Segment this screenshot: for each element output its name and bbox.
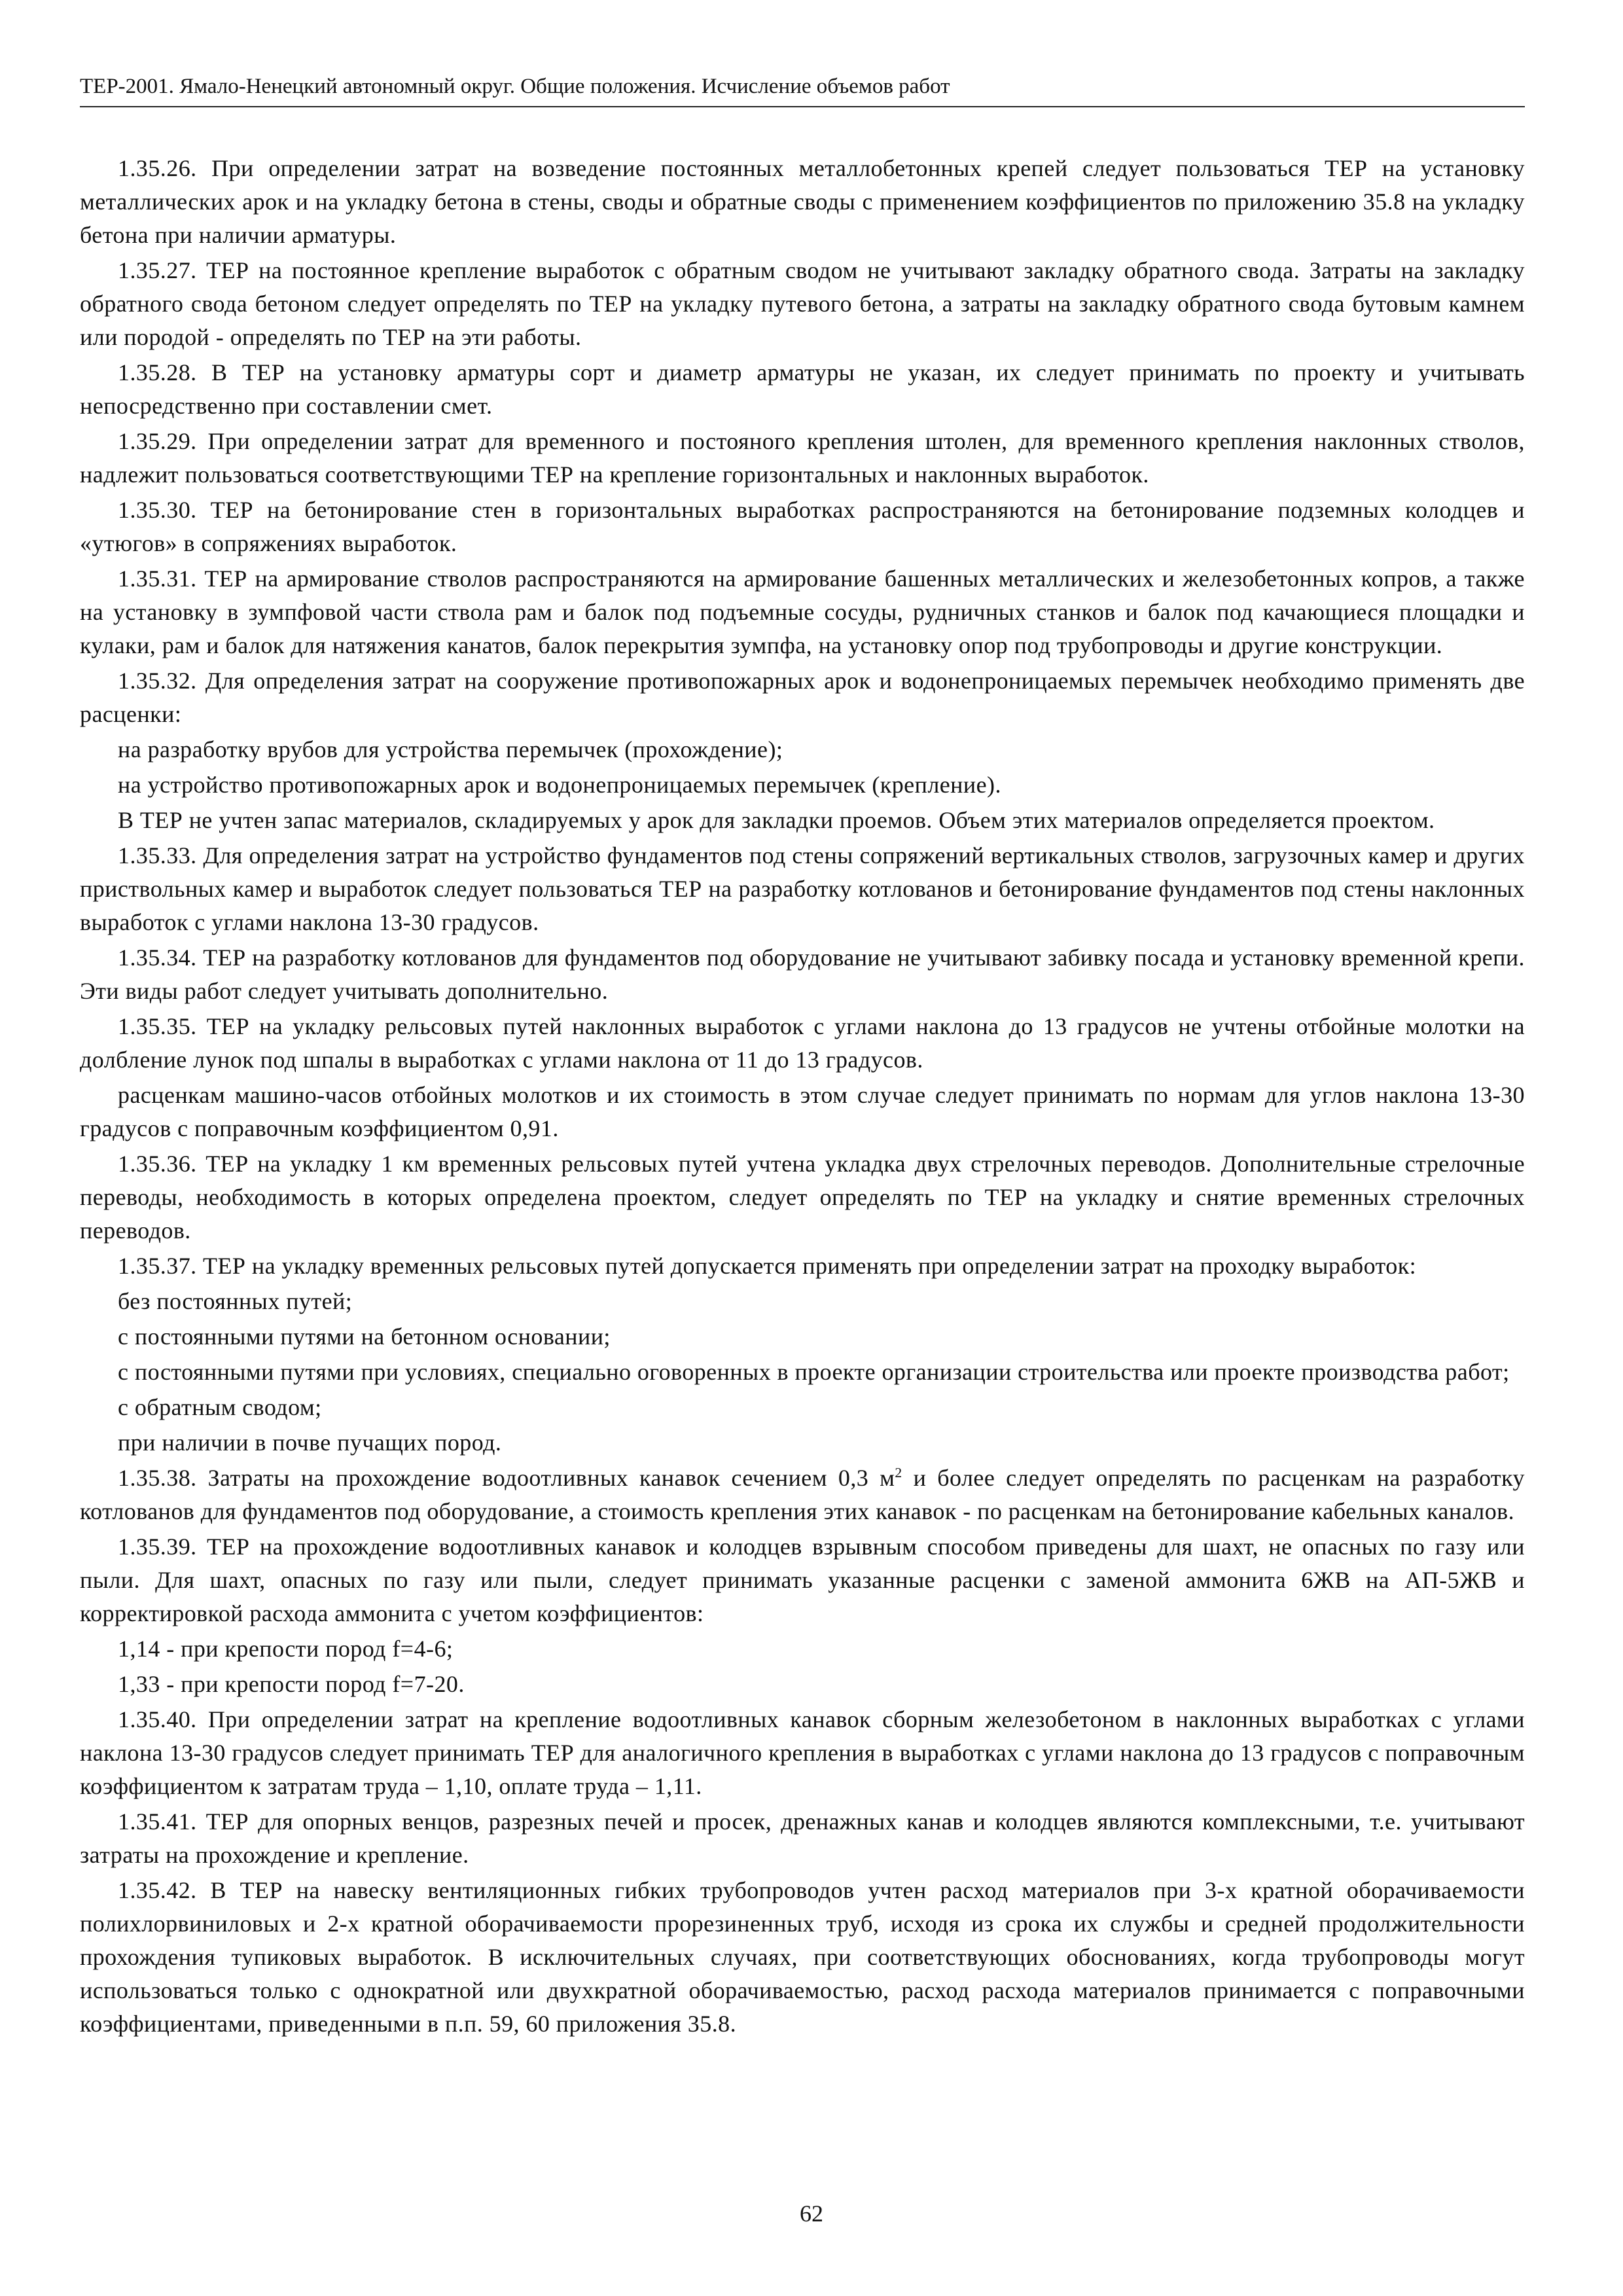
list-item: без постоянных путей; <box>118 1288 353 1314</box>
superscript: 2 <box>895 1465 902 1480</box>
paragraph-1-35-31: 1.35.31. ТЕР на армирование стволов распространяются на армирование башенных металлических и железобетонных копров, а также на установку в зумпфовой части ствола рам и балок под подъемные сосуды, рудничных станков и балок под качающиеся площадки и кулаки, рам и балок для натяжения канатов, балок перекрытия зумпфа, на установку опор под трубопроводы и другие конструкции. <box>80 565 1525 658</box>
page-number: 62 <box>800 2200 823 2227</box>
paragraph-1-35-36: 1.35.36. ТЕР на укладку 1 км временных рельсовых путей учтена укладка двух стрелочных переводов. Дополнительные стрелочные переводы, необходимость в которых определена проектом, следует определять по ТЕР на укладку и снятие временных стрелочных переводов. <box>80 1151 1525 1244</box>
list-item: 1,14 - при крепости пород f=4-6; <box>118 1636 454 1662</box>
paragraph-text: и более следует определять по расценкам на разработку котлованов для фундаментов под оборудование, а стоимость крепления этих канавок - по расценкам на бетонирование кабельных каналов. <box>80 1465 1525 1524</box>
paragraph-materials-note: В ТЕР не учтен запас материалов, складируемых у арок для закладки проемов. Объем этих материалов определяется проектом. <box>118 807 1435 833</box>
paragraph-1-35-28: 1.35.28. В ТЕР на установку арматуры сорт и диаметр арматуры не указан, их следует принимать по проекту и учитывать непосредственно при составлении смет. <box>80 359 1525 419</box>
paragraph-1-35-37: 1.35.37. ТЕР на укладку временных рельсовых путей допускается применять при определении затрат на проходку выработок: <box>118 1253 1417 1279</box>
paragraph-hammer-rates: расценкам машино-часов отбойных молотков и их стоимость в этом случае следует принимать по нормам для углов наклона 13-30 градусов с поправочным коэффициентом 0,91. <box>80 1082 1525 1141</box>
list-item: с постоянными путями при условиях, специально оговоренных в проекте организации строительства или проекте производства работ; <box>118 1359 1510 1385</box>
paragraph-1-35-27: 1.35.27. ТЕР на постоянное крепление выработок с обратным сводом не учитывают закладку обратного свода. Затраты на закладку обратного свода бетоном следует определять по ТЕР на укладку путевого бетона, а затраты на закладку обратного свода бутовым камнем или породой - определять по ТЕР на эти работы. <box>80 257 1525 350</box>
paragraph-1-35-32: 1.35.32. Для определения затрат на сооружение противопожарных арок и водонепроницаемых перемычек необходимо применять две расценки: <box>80 668 1525 727</box>
list-item: 1,33 - при крепости пород f=7-20. <box>118 1671 465 1697</box>
list-item: с постоянными путями на бетонном основании; <box>118 1323 611 1350</box>
document-body <box>80 152 1525 2041</box>
paragraph-1-35-30: 1.35.30. ТЕР на бетонирование стен в горизонтальных выработках распространяются на бетонирование подземных колодцев и «утюгов» в сопряжениях выработок. <box>80 497 1525 556</box>
list-item: на разработку врубов для устройства перемычек (прохождение); <box>118 736 783 762</box>
list-item: с обратным сводом; <box>118 1394 322 1420</box>
paragraph-1-35-38 <box>80 1462 1525 1528</box>
list-item: на устройство противопожарных арок и водонепроницаемых перемычек (крепление). <box>118 772 1001 798</box>
running-header: ТЕР-2001. Ямало-Ненецкий автономный округ. Общие положения. Исчисление объемов работ <box>80 72 1525 107</box>
document-page <box>80 72 1525 2043</box>
paragraph-1-35-33: 1.35.33. Для определения затрат на устройство фундаментов под стены сопряжений вертикальных стволов, загрузочных камер и других приствольных камер и выработок следует пользоваться ТЕР на разработку котлованов и бетонирование фундаментов под стены наклонных выработок с углами наклона 13-30 градусов. <box>80 842 1525 935</box>
list-item: при наличии в почве пучащих пород. <box>118 1429 502 1456</box>
paragraph-1-35-40: 1.35.40. При определении затрат на крепление водоотливных канавок сборным железобетоном в наклонных выработках с углами наклона 13-30 градусов следует принимать ТЕР для аналогичного крепления в выработках с углами наклона до 13 градусов с поправочным коэффициентом к затратам труда – 1,10, оплате труда – 1,11. <box>80 1706 1525 1799</box>
paragraph-1-35-42: 1.35.42. В ТЕР на навеску вентиляционных гибких трубопроводов учтен расход материалов при 3-х кратной оборачиваемости полихлорвиниловых и 2-х кратной оборачиваемости прорезиненных труб, исходя из срока их службы и средней продолжительности прохождения тупиковых выработок. В исключительных случаях, при соответствующих обоснованиях, когда трубопроводы могут использоваться только с однократной или двухкратной оборачиваемостью, расход расхода материалов принимается с поправочными коэффициентами, приведенными в п.п. 59, 60 приложения 35.8. <box>80 1877 1525 2037</box>
paragraph-text: 1.35.38. Затраты на прохождение водоотливных канавок сечением 0,3 м <box>118 1465 895 1491</box>
paragraph-1-35-34: 1.35.34. ТЕР на разработку котлованов для фундаментов под оборудование не учитывают забивку посада и установку временной крепи. Эти виды работ следует учитывать дополнительно. <box>80 944 1525 1004</box>
paragraph-1-35-41: 1.35.41. ТЕР для опорных венцов, разрезных печей и просек, дренажных канав и колодцев являются комплексными, т.е. учитывают затраты на прохождение и крепление. <box>80 1808 1525 1868</box>
paragraph-1-35-26: 1.35.26. При определении затрат на возведение постоянных металлобетонных крепей следует пользоваться ТЕР на установку металлических арок и на укладку бетона в стены, своды и обратные своды с применением коэффициентов по приложению 35.8 на укладку бетона при наличии арматуры. <box>80 155 1525 248</box>
paragraph-1-35-39: 1.35.39. ТЕР на прохождение водоотливных канавок и колодцев взрывным способом приведены для шахт, не опасных по газу или пыли. Для шахт, опасных по газу или пыли, следует принимать указанные расценки с заменой аммонита 6ЖВ на АП-5ЖВ и корректировкой расхода аммонита с учетом коэффициентов: <box>80 1534 1525 1626</box>
paragraph-1-35-29: 1.35.29. При определении затрат для временного и постояного крепления штолен, для временного крепления наклонных стволов, надлежит пользоваться соответствующими ТЕР на крепление горизонтальных и наклонных выработок. <box>80 428 1525 488</box>
paragraph-1-35-35: 1.35.35. ТЕР на укладку рельсовых путей наклонных выработок с углами наклона до 13 градусов не учтены отбойные молотки на долбление лунок под шпалы в выработках с углами наклона от 11 до 13 градусов. <box>80 1013 1525 1073</box>
